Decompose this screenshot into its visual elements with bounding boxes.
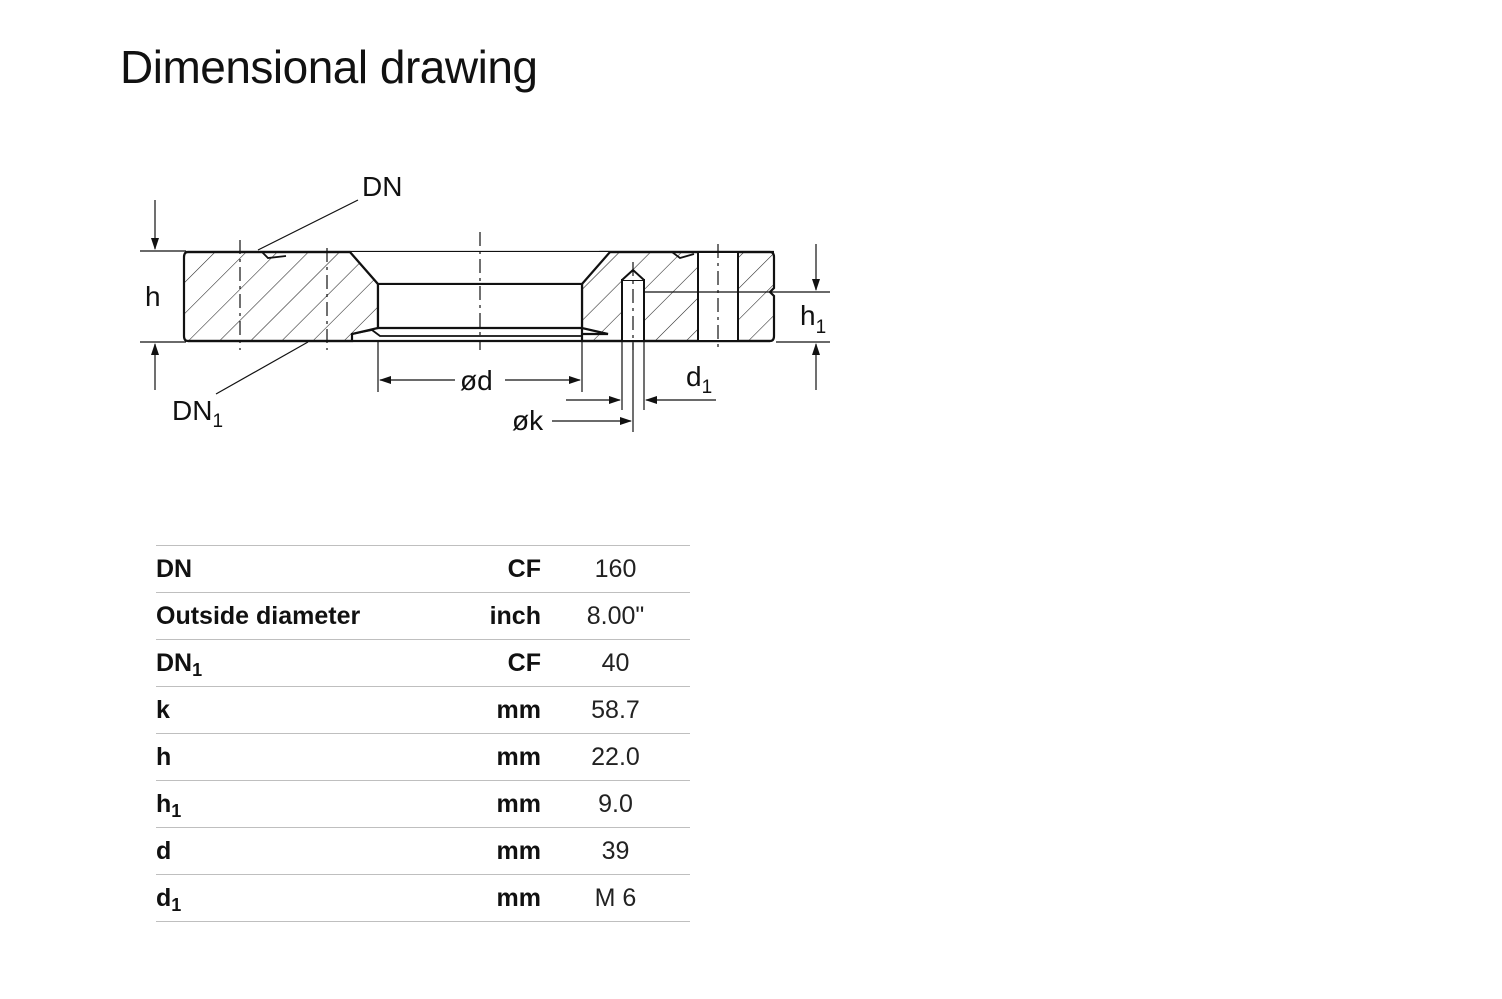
d1-label: d (686, 361, 702, 392)
row-label (156, 734, 456, 781)
row-value: 40 (601, 648, 630, 677)
row-value: 39 (601, 836, 630, 865)
row-label (156, 593, 456, 640)
row-unit: CF (507, 648, 541, 677)
row-label (156, 687, 456, 734)
row-label-text: Outside diameter (156, 601, 361, 630)
row-label-text: d (156, 836, 172, 865)
row-label-text: h (156, 742, 172, 771)
dn1-label: DN (172, 395, 213, 426)
table-row (156, 546, 690, 593)
svg-text:d1 (686, 361, 712, 398)
row-value: 9.0 (598, 789, 633, 818)
row-label (156, 781, 456, 828)
row-label-text: h (156, 789, 172, 818)
specifications-table (156, 545, 690, 922)
row-label-text: DN (156, 648, 193, 677)
row-value: 8.00" (586, 601, 645, 630)
row-value: 160 (594, 554, 637, 583)
d1-label-subscript: 1 (701, 377, 713, 398)
row-label (156, 640, 456, 687)
svg-text:DN1 (172, 395, 223, 432)
row-unit: mm (496, 695, 541, 724)
row-label (156, 546, 456, 593)
table-row (156, 828, 690, 875)
row-label-text: d (156, 883, 172, 912)
k-label: øk (512, 405, 544, 436)
dn1-label-subscript: 1 (212, 411, 224, 432)
row-unit: CF (507, 554, 541, 583)
row-label-subscript: 1 (192, 659, 203, 680)
flange-cross-section-drawing (0, 0, 900, 460)
row-value: 58.7 (591, 695, 640, 724)
page-title: Dimensional drawing (120, 41, 538, 93)
row-label-subscript: 1 (171, 894, 182, 915)
row-value: M 6 (594, 883, 637, 912)
flange-left-section (184, 252, 378, 341)
dn-label: DN (362, 171, 403, 202)
row-unit: mm (496, 883, 541, 912)
row-unit: mm (496, 789, 541, 818)
h-label: h (145, 281, 161, 312)
row-label-subscript: 1 (171, 800, 182, 821)
row-label-text: k (156, 695, 170, 724)
table-row (156, 734, 690, 781)
row-unit: mm (496, 836, 541, 865)
d-label: ød (460, 365, 493, 396)
table-row (156, 687, 690, 734)
row-unit: mm (496, 742, 541, 771)
svg-text:h1 (800, 300, 826, 338)
row-label-text: DN (156, 554, 193, 583)
row-value: 22.0 (591, 742, 640, 771)
row-unit: inch (489, 601, 541, 630)
h1-label: h (800, 300, 816, 331)
row-label (156, 875, 456, 922)
table-row (156, 593, 690, 640)
flange-right-section (582, 252, 774, 341)
row-label (156, 828, 456, 875)
table-row (156, 640, 690, 687)
h1-label-subscript: 1 (815, 317, 827, 338)
table-row (156, 781, 690, 828)
table-row (156, 875, 690, 922)
